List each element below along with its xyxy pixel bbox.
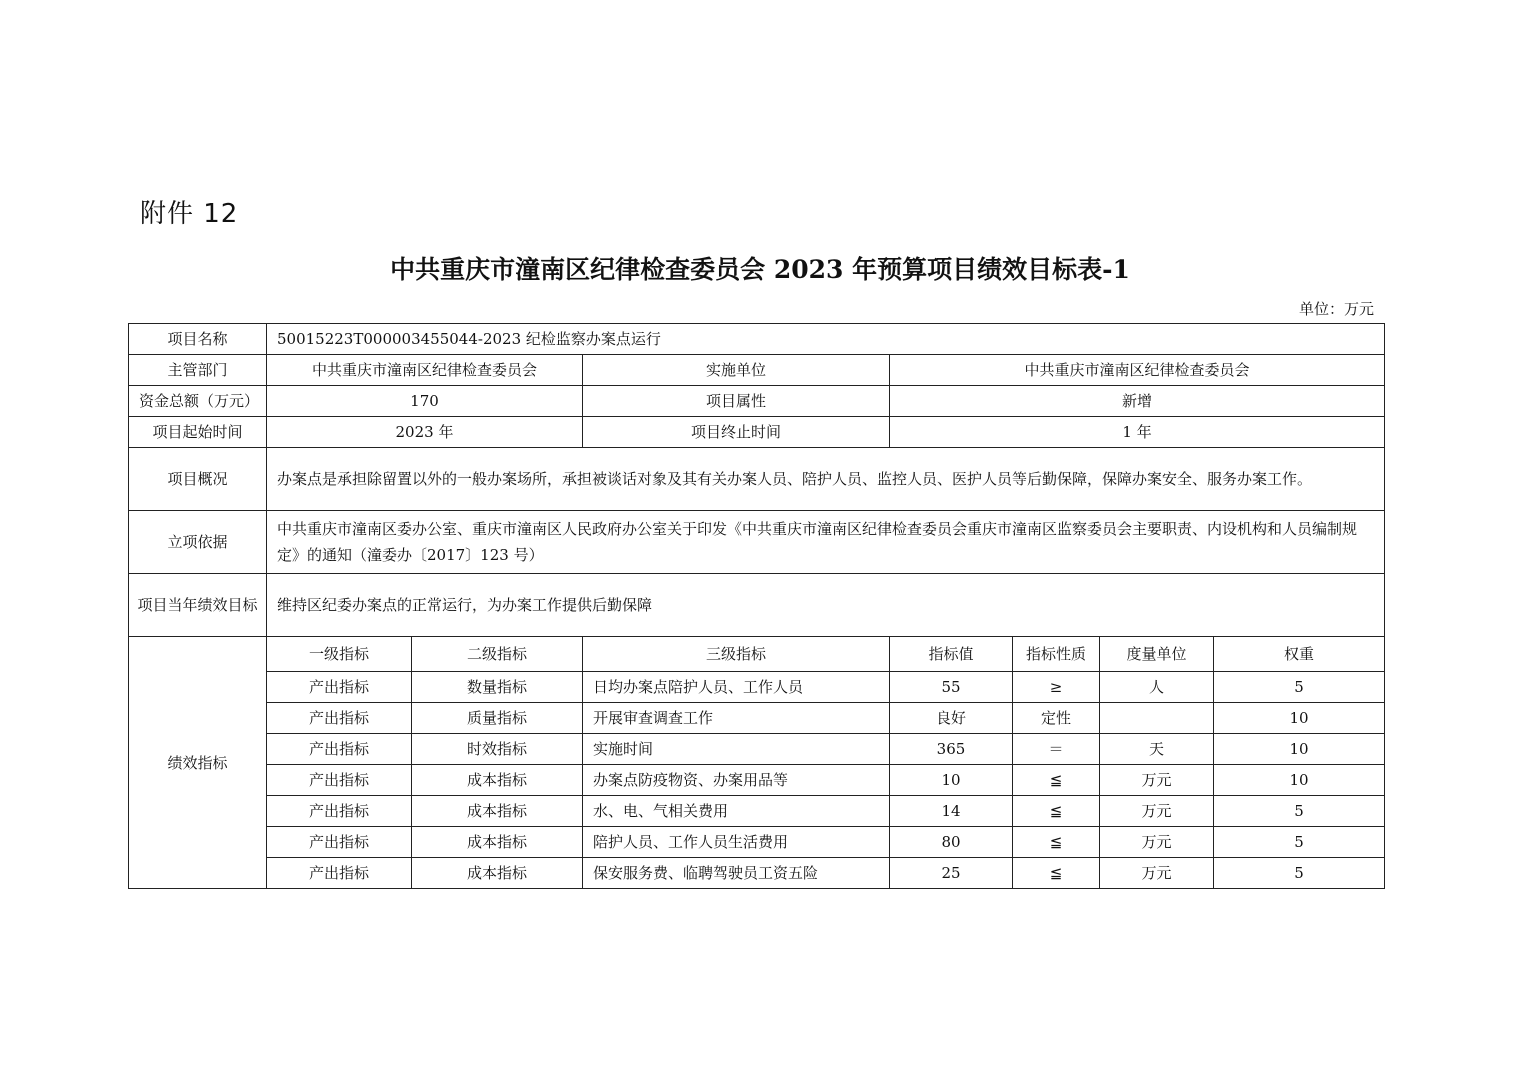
level2-cell: 成本指标 <box>412 827 583 858</box>
unit-cell: 万元 <box>1100 827 1214 858</box>
table-row <box>129 827 1385 858</box>
header-value: 指标值 <box>890 637 1013 672</box>
table-row <box>129 672 1385 703</box>
value-cell: 365 <box>890 734 1013 765</box>
weight-cell: 10 <box>1214 765 1385 796</box>
basis-value: 中共重庆市潼南区委办公室、重庆市潼南区人民政府办公室关于印发《中共重庆市潼南区纪律检查委员会重庆市潼南区监察委员会主要职责、内设机构和人员编制规定》的通知（潼委办〔2017〕123 号） <box>267 511 1385 574</box>
level3-cell: 办案点防疫物资、办案用品等 <box>583 765 890 796</box>
unit-cell: 万元 <box>1100 858 1214 889</box>
level3-cell: 陪护人员、工作人员生活费用 <box>583 827 890 858</box>
nature-cell: ≦ <box>1013 796 1100 827</box>
level1-cell: 产出指标 <box>267 672 412 703</box>
level2-cell: 时效指标 <box>412 734 583 765</box>
header-weight: 权重 <box>1214 637 1385 672</box>
start-label: 项目起始时间 <box>129 417 267 448</box>
level3-cell: 开展审查调查工作 <box>583 703 890 734</box>
row-overview <box>129 448 1385 511</box>
level1-cell: 产出指标 <box>267 765 412 796</box>
header-level3: 三级指标 <box>583 637 890 672</box>
row-goal <box>129 574 1385 637</box>
weight-cell: 5 <box>1214 796 1385 827</box>
level2-cell: 质量指标 <box>412 703 583 734</box>
attr-value: 新增 <box>890 386 1385 417</box>
table-row <box>129 796 1385 827</box>
unit-cell: 万元 <box>1100 765 1214 796</box>
level1-cell: 产出指标 <box>267 734 412 765</box>
overview-value: 办案点是承担除留置以外的一般办案场所，承担被谈话对象及其有关办案人员、陪护人员、监控人员、医护人员等后勤保障，保障办案安全、服务办案工作。 <box>267 448 1385 511</box>
fund-label: 资金总额（万元） <box>129 386 267 417</box>
nature-cell: ≦ <box>1013 858 1100 889</box>
goal-value: 维持区纪委办案点的正常运行，为办案工作提供后勤保障 <box>267 574 1385 637</box>
level3-cell: 实施时间 <box>583 734 890 765</box>
row-fund <box>129 386 1385 417</box>
weight-cell: 5 <box>1214 827 1385 858</box>
value-cell: 良好 <box>890 703 1013 734</box>
start-value: 2023 年 <box>267 417 583 448</box>
unit-cell: 天 <box>1100 734 1214 765</box>
row-basis <box>129 511 1385 574</box>
weight-cell: 5 <box>1214 858 1385 889</box>
impl-value: 中共重庆市潼南区纪律检查委员会 <box>890 355 1385 386</box>
row-project-name <box>129 324 1385 355</box>
end-label: 项目终止时间 <box>583 417 890 448</box>
nature-cell: 定性 <box>1013 703 1100 734</box>
document-title: 中共重庆市潼南区纪律检查委员会 2023 年预算项目绩效目标表-1 <box>390 255 1130 284</box>
indicator-header-row <box>129 637 1385 672</box>
header-nature: 指标性质 <box>1013 637 1100 672</box>
header-level1: 一级指标 <box>267 637 412 672</box>
end-value: 1 年 <box>890 417 1385 448</box>
header-level2: 二级指标 <box>412 637 583 672</box>
level3-cell: 日均办案点陪护人员、工作人员 <box>583 672 890 703</box>
level2-cell: 成本指标 <box>412 858 583 889</box>
level1-cell: 产出指标 <box>267 858 412 889</box>
unit-cell <box>1100 703 1214 734</box>
attachment-label: 附件 12 <box>140 199 239 229</box>
level2-cell: 成本指标 <box>412 796 583 827</box>
weight-cell: 10 <box>1214 703 1385 734</box>
nature-cell: ＝ <box>1013 734 1100 765</box>
indicators-section-label: 绩效指标 <box>129 637 267 889</box>
unit-label: 单位：万元 <box>1298 300 1374 318</box>
unit-cell: 人 <box>1100 672 1214 703</box>
unit-cell: 万元 <box>1100 796 1214 827</box>
level1-cell: 产出指标 <box>267 796 412 827</box>
value-cell: 25 <box>890 858 1013 889</box>
value-cell: 14 <box>890 796 1013 827</box>
overview-label: 项目概况 <box>129 448 267 511</box>
value-cell: 80 <box>890 827 1013 858</box>
attr-label: 项目属性 <box>583 386 890 417</box>
basis-label: 立项依据 <box>129 511 267 574</box>
level2-cell: 数量指标 <box>412 672 583 703</box>
value-cell: 10 <box>890 765 1013 796</box>
row-department <box>129 355 1385 386</box>
weight-cell: 10 <box>1214 734 1385 765</box>
project-name-value: 50015223T000003455044-2023 纪检监察办案点运行 <box>267 324 1385 355</box>
level3-cell: 保安服务费、临聘驾驶员工资五险 <box>583 858 890 889</box>
header-unit: 度量单位 <box>1100 637 1214 672</box>
row-time <box>129 417 1385 448</box>
value-cell: 55 <box>890 672 1013 703</box>
table-row <box>129 765 1385 796</box>
performance-table <box>128 323 1385 889</box>
table-row <box>129 703 1385 734</box>
dept-label: 主管部门 <box>129 355 267 386</box>
goal-label: 项目当年绩效目标 <box>129 574 267 637</box>
nature-cell: ≦ <box>1013 827 1100 858</box>
level2-cell: 成本指标 <box>412 765 583 796</box>
impl-label: 实施单位 <box>583 355 890 386</box>
table-row <box>129 858 1385 889</box>
fund-value: 170 <box>267 386 583 417</box>
level1-cell: 产出指标 <box>267 703 412 734</box>
nature-cell: ≦ <box>1013 765 1100 796</box>
dept-value: 中共重庆市潼南区纪律检查委员会 <box>267 355 583 386</box>
level1-cell: 产出指标 <box>267 827 412 858</box>
level3-cell: 水、电、气相关费用 <box>583 796 890 827</box>
project-name-label: 项目名称 <box>129 324 267 355</box>
nature-cell: ≥ <box>1013 672 1100 703</box>
weight-cell: 5 <box>1214 672 1385 703</box>
table-row <box>129 734 1385 765</box>
